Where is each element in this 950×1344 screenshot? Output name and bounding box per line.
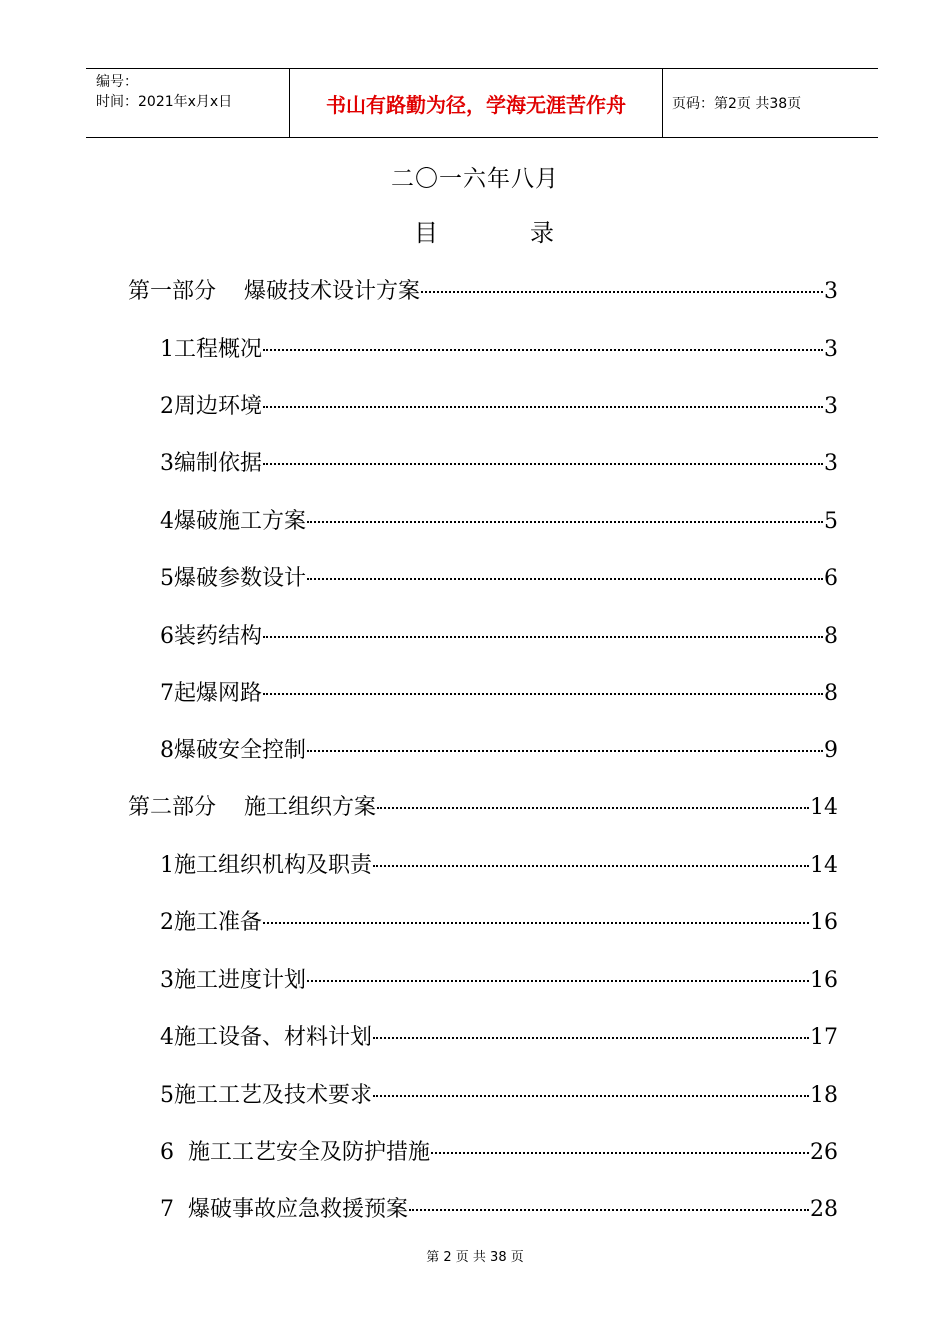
toc-leader [307, 578, 823, 580]
toc-entry-label: 第一部分 爆破技术设计方案 [128, 279, 420, 304]
toc-entry[interactable] [128, 790, 838, 822]
toc-entry-label: 3施工进度计划 [160, 968, 306, 993]
toc-entry-label: 1工程概况 [160, 337, 262, 362]
toc-entry[interactable] [160, 1078, 838, 1110]
toc-leader [409, 1209, 809, 1211]
toc-title-char-1: 目 [414, 219, 438, 247]
toc-entry-page: 14 [810, 853, 838, 878]
toc-entry-label: 1施工组织机构及职责 [160, 853, 372, 878]
toc-leader [431, 1152, 809, 1154]
toc-leader [263, 922, 809, 924]
toc-entry[interactable] [160, 1192, 838, 1224]
toc-entry-page: 8 [824, 624, 838, 649]
toc-entry-label: 5施工工艺及技术要求 [160, 1083, 372, 1108]
toc-entry-label: 第二部分 施工组织方案 [128, 795, 376, 820]
toc-leader [263, 636, 823, 638]
toc-entry[interactable] [160, 676, 838, 708]
toc-entry-label: 6 施工工艺安全及防护措施 [160, 1140, 430, 1165]
toc-entry-page: 28 [810, 1197, 838, 1222]
toc-leader [263, 349, 823, 351]
toc-entry-page: 8 [824, 681, 838, 706]
toc-entry[interactable] [160, 1020, 838, 1052]
toc-entry[interactable] [160, 619, 838, 651]
toc-entry-label: 5爆破参数设计 [160, 566, 306, 591]
toc-entry-label: 6装药结构 [160, 624, 262, 649]
toc-leader [307, 980, 809, 982]
toc-leader [373, 1095, 809, 1097]
toc-leader [263, 406, 823, 408]
toc-entry-page: 5 [824, 509, 838, 534]
document-time-label: 时间：2021年x月x日 [96, 94, 233, 110]
toc-entry-page: 17 [810, 1025, 838, 1050]
toc-entry-label: 3编制依据 [160, 451, 262, 476]
toc-entry-page: 18 [810, 1083, 838, 1108]
toc-title [414, 213, 554, 248]
toc-entry-page: 3 [824, 279, 838, 304]
toc-title-char-2: 录 [530, 219, 554, 247]
toc-entry-label: 8爆破安全控制 [160, 738, 306, 763]
toc-leader [421, 291, 823, 293]
toc-entry[interactable] [160, 1135, 838, 1167]
toc-leader [263, 463, 823, 465]
toc-entry-page: 3 [824, 394, 838, 419]
toc-entry-page: 3 [824, 451, 838, 476]
toc-entry[interactable] [160, 963, 838, 995]
toc-entry-label: 4爆破施工方案 [160, 509, 306, 534]
toc-leader [373, 1037, 809, 1039]
header-motto: 书山有路勤为径，学海无涯苦作舟 [289, 69, 663, 137]
toc-entry[interactable] [160, 504, 838, 536]
toc-leader [307, 750, 823, 752]
header-page-info: 页码：第2页 共38页 [672, 96, 802, 112]
toc-entry-page: 3 [824, 337, 838, 362]
toc-entry-page: 26 [810, 1140, 838, 1165]
toc-entry[interactable] [160, 905, 838, 937]
toc-entry-page: 14 [810, 795, 838, 820]
toc-leader [307, 521, 823, 523]
toc-entry-label: 4施工设备、材料计划 [160, 1025, 372, 1050]
toc-entry-label: 2周边环境 [160, 394, 262, 419]
toc-entry-page: 16 [810, 910, 838, 935]
toc-entry[interactable] [160, 332, 838, 364]
document-date: 二〇一六年八月 [391, 166, 559, 192]
page-header [86, 68, 878, 138]
toc-entry[interactable] [160, 848, 838, 880]
document-number-label: 编号： [96, 74, 138, 90]
toc-leader [377, 807, 809, 809]
toc-leader [263, 693, 823, 695]
toc-entry-label: 2施工准备 [160, 910, 262, 935]
toc-entry-label: 7 爆破事故应急救援预案 [160, 1197, 408, 1222]
header-meta [86, 69, 289, 137]
toc-entry[interactable] [160, 733, 838, 765]
toc-entry[interactable] [160, 446, 838, 478]
toc-leader [373, 865, 809, 867]
toc-entry-page: 6 [824, 566, 838, 591]
toc-entry[interactable] [160, 389, 838, 421]
toc-entry-label: 7起爆网路 [160, 681, 262, 706]
page-footer: 第 2 页 共 38 页 [426, 1250, 524, 1265]
toc-entry-page: 16 [810, 968, 838, 993]
toc-entry[interactable] [160, 561, 838, 593]
toc-entry-page: 9 [824, 738, 838, 763]
toc-entry[interactable] [128, 274, 838, 306]
